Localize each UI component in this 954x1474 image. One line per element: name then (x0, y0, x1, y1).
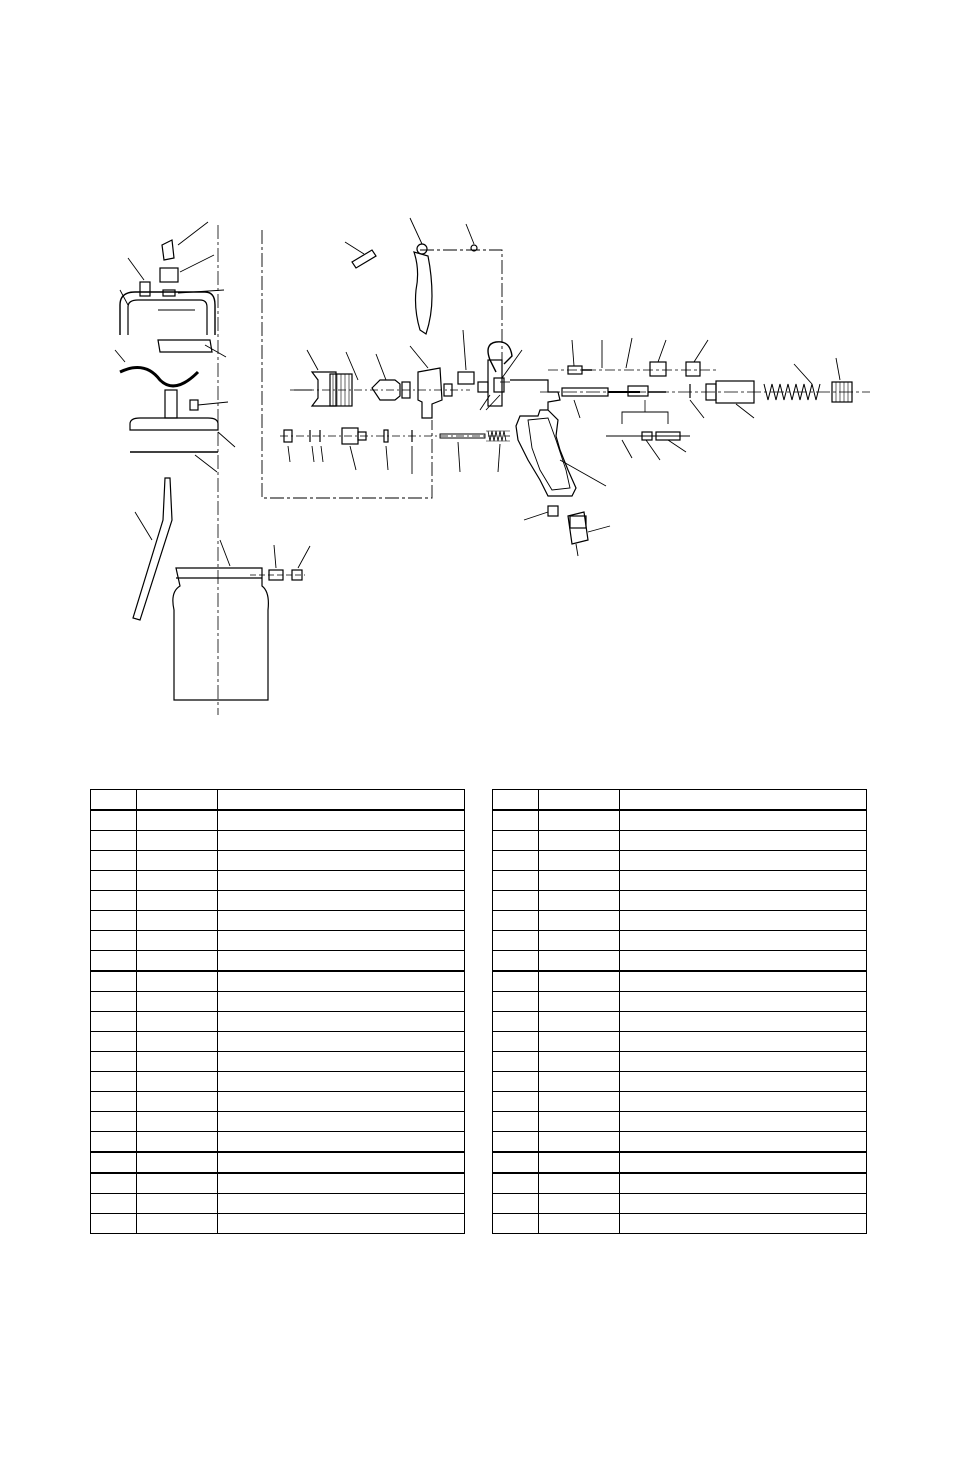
table-cell (493, 1194, 539, 1214)
table-cell (539, 810, 620, 831)
table-cell (620, 931, 867, 951)
nozzle-parts (280, 368, 510, 444)
table-row (493, 1132, 867, 1153)
table-cell (539, 911, 620, 931)
table-row (91, 1012, 465, 1032)
table-cell (620, 1132, 867, 1153)
table-cell (539, 1152, 620, 1173)
table-cell (218, 1072, 465, 1092)
table-cell (493, 1032, 539, 1052)
table-row (493, 1152, 867, 1173)
table-cell (493, 992, 539, 1012)
table-row (91, 1194, 465, 1214)
table-cell (137, 1214, 218, 1234)
table-row (493, 891, 867, 911)
table-row (91, 831, 465, 851)
table-cell (218, 831, 465, 851)
table-row (493, 831, 867, 851)
table-cell (620, 790, 867, 811)
table-cell (91, 931, 137, 951)
table-cell (493, 1112, 539, 1132)
table-cell (91, 790, 137, 811)
table-cell (91, 891, 137, 911)
table-row (493, 810, 867, 831)
table-cell (218, 1052, 465, 1072)
table-row (91, 790, 465, 811)
table-cell (539, 1092, 620, 1112)
table-cell (218, 1214, 465, 1234)
table-cell (539, 1214, 620, 1234)
table-cell (137, 1012, 218, 1032)
table-row (493, 1052, 867, 1072)
parts-table-right (492, 789, 867, 1234)
table-cell (493, 891, 539, 911)
table-cell (620, 891, 867, 911)
table-cell (539, 891, 620, 911)
table-cell (137, 951, 218, 972)
table-cell (539, 1032, 620, 1052)
table-row (91, 1173, 465, 1194)
table-row (493, 951, 867, 972)
table-cell (137, 1152, 218, 1173)
table-cell (218, 1092, 465, 1112)
table-cell (218, 891, 465, 911)
gun-body-and-trigger (352, 244, 870, 544)
table-cell (493, 1132, 539, 1153)
table-cell (137, 1132, 218, 1153)
table-cell (493, 971, 539, 992)
table-cell (218, 1032, 465, 1052)
table-cell (91, 810, 137, 831)
table-row (91, 1092, 465, 1112)
table-cell (218, 1194, 465, 1214)
table-row (493, 971, 867, 992)
table-cell (493, 911, 539, 931)
table-cell (493, 1012, 539, 1032)
table-row (91, 1112, 465, 1132)
table-row (493, 1112, 867, 1132)
leader-lines-gun (345, 218, 840, 556)
table-row (493, 1173, 867, 1194)
table-cell (620, 1214, 867, 1234)
table-cell (493, 1052, 539, 1072)
table-row (91, 871, 465, 891)
table-cell (539, 1194, 620, 1214)
table-cell (539, 851, 620, 871)
table-cell (91, 1052, 137, 1072)
table-cell (493, 1072, 539, 1092)
table-row (493, 1194, 867, 1214)
table-row (91, 851, 465, 871)
table-cell (137, 971, 218, 992)
table-cell (137, 931, 218, 951)
table-cell (493, 951, 539, 972)
table-row (493, 851, 867, 871)
table-cell (539, 831, 620, 851)
table-row (91, 911, 465, 931)
table-cell (539, 971, 620, 992)
table-cell (91, 831, 137, 851)
table-cell (218, 951, 465, 972)
table-cell (493, 810, 539, 831)
table-cell (493, 790, 539, 811)
table-row (493, 1072, 867, 1092)
leader-lines-left (115, 222, 310, 568)
table-cell (493, 1152, 539, 1173)
table-cell (137, 1173, 218, 1194)
table-cell (137, 1072, 218, 1092)
table-cell (91, 871, 137, 891)
table-cell (218, 992, 465, 1012)
table-cell (620, 1012, 867, 1032)
table-cell (91, 1012, 137, 1032)
table-row (493, 871, 867, 891)
table-cell (218, 1152, 465, 1173)
table-row (91, 891, 465, 911)
parts-table-left (90, 789, 465, 1234)
table-cell (218, 851, 465, 871)
table-cell (137, 1194, 218, 1214)
table-cell (620, 1173, 867, 1194)
table-row (91, 951, 465, 972)
table-cell (137, 1092, 218, 1112)
table-cell (137, 891, 218, 911)
table-cell (91, 1092, 137, 1112)
table-cell (539, 1052, 620, 1072)
table-cell (620, 1152, 867, 1173)
table-cell (218, 810, 465, 831)
table-cell (620, 971, 867, 992)
table-cell (539, 1072, 620, 1092)
table-cell (620, 911, 867, 931)
table-row (493, 1092, 867, 1112)
table-cell (539, 790, 620, 811)
table-cell (620, 951, 867, 972)
table-row (91, 1152, 465, 1173)
table-row (91, 1214, 465, 1234)
table-cell (493, 1092, 539, 1112)
table-cell (218, 931, 465, 951)
table-cell (620, 1194, 867, 1214)
table-cell (620, 831, 867, 851)
table-cell (493, 851, 539, 871)
table-cell (137, 810, 218, 831)
table-cell (539, 931, 620, 951)
table-cell (91, 971, 137, 992)
table-cell (91, 992, 137, 1012)
table-row (91, 971, 465, 992)
table-cell (91, 951, 137, 972)
table-cell (620, 871, 867, 891)
table-row (91, 992, 465, 1012)
table-cell (218, 971, 465, 992)
table-cell (218, 1112, 465, 1132)
table-cell (218, 790, 465, 811)
table-row (91, 1032, 465, 1052)
table-row (493, 1214, 867, 1234)
table-cell (620, 1072, 867, 1092)
table-cell (137, 851, 218, 871)
table-cell (620, 851, 867, 871)
table-cell (620, 1092, 867, 1112)
table-cell (137, 831, 218, 851)
table-cell (539, 1112, 620, 1132)
table-cell (137, 1052, 218, 1072)
table-cell (137, 1112, 218, 1132)
table-cell (91, 1173, 137, 1194)
table-cell (620, 992, 867, 1012)
table-cell (91, 1112, 137, 1132)
table-row (493, 790, 867, 811)
leader-lines-nozzle (288, 346, 500, 474)
table-cell (91, 1152, 137, 1173)
table-cell (493, 931, 539, 951)
table-cell (137, 911, 218, 931)
table-cell (137, 790, 218, 811)
table-cell (218, 911, 465, 931)
table-cell (91, 1072, 137, 1092)
table-cell (137, 992, 218, 1012)
table-cell (539, 951, 620, 972)
table-row (91, 1132, 465, 1153)
table-cell (218, 1173, 465, 1194)
table-cell (218, 1132, 465, 1153)
table-cell (539, 871, 620, 891)
table-row (91, 1072, 465, 1092)
table-row (91, 931, 465, 951)
table-row (493, 992, 867, 1012)
table-cell (620, 810, 867, 831)
table-cell (539, 992, 620, 1012)
table-row (493, 1012, 867, 1032)
table-row (493, 1032, 867, 1052)
table-cell (539, 1132, 620, 1153)
table-row (91, 810, 465, 831)
table-cell (137, 1032, 218, 1052)
table-cell (91, 1132, 137, 1153)
table-cell (620, 1032, 867, 1052)
table-cell (91, 851, 137, 871)
table-cell (91, 1194, 137, 1214)
siphon-cup-assembly (120, 225, 305, 715)
table-cell (493, 871, 539, 891)
table-row (493, 931, 867, 951)
table-cell (91, 1032, 137, 1052)
table-cell (493, 1214, 539, 1234)
table-row (91, 1052, 465, 1072)
table-cell (218, 1012, 465, 1032)
table-row (493, 911, 867, 931)
table-cell (493, 1173, 539, 1194)
table-cell (218, 871, 465, 891)
table-cell (91, 911, 137, 931)
table-cell (91, 1214, 137, 1234)
table-cell (493, 831, 539, 851)
table-cell (620, 1052, 867, 1072)
table-cell (620, 1112, 867, 1132)
table-cell (539, 1173, 620, 1194)
table-cell (539, 1012, 620, 1032)
table-cell (137, 871, 218, 891)
